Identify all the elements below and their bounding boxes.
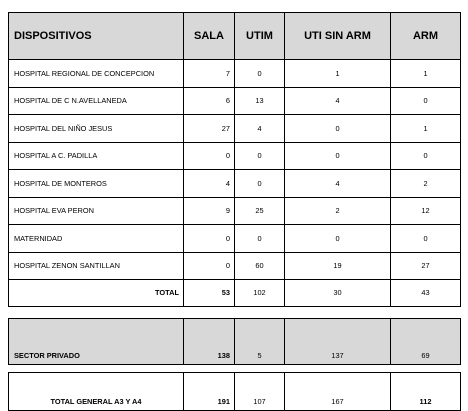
header-uti-sin-arm: UTI SIN ARM (285, 13, 391, 60)
private-label: SECTOR PRIVADO (9, 319, 184, 365)
row-sala: 4 (184, 170, 235, 198)
row-uti-sin-arm: 0 (285, 142, 391, 170)
table-row (9, 170, 461, 198)
general-uti-sin-arm: 167 (285, 373, 391, 411)
private-sector-table (8, 318, 461, 365)
row-utim: 25 (235, 197, 285, 225)
general-total-row (9, 373, 461, 411)
row-uti-sin-arm: 0 (285, 115, 391, 143)
row-uti-sin-arm: 4 (285, 87, 391, 115)
row-uti-sin-arm: 4 (285, 170, 391, 198)
row-arm: 2 (391, 170, 461, 198)
row-arm: 0 (391, 142, 461, 170)
row-arm: 1 (391, 60, 461, 88)
table-row (9, 87, 461, 115)
general-utim: 107 (235, 373, 285, 411)
general-total-table (8, 372, 461, 411)
row-utim: 4 (235, 115, 285, 143)
row-arm: 0 (391, 87, 461, 115)
row-name: HOSPITAL ZENON SANTILLAN (9, 252, 184, 280)
row-sala: 0 (184, 252, 235, 280)
table-row (9, 142, 461, 170)
private-sector-row (9, 319, 461, 365)
row-sala: 6 (184, 87, 235, 115)
row-sala: 9 (184, 197, 235, 225)
general-arm: 112 (391, 373, 461, 411)
row-sala: 0 (184, 142, 235, 170)
row-sala: 0 (184, 225, 235, 253)
row-utim: 60 (235, 252, 285, 280)
table-row (9, 225, 461, 253)
table-row (9, 60, 461, 88)
table-row (9, 252, 461, 280)
row-name: HOSPITAL DEL NIÑO JESUS (9, 115, 184, 143)
row-arm: 12 (391, 197, 461, 225)
row-utim: 0 (235, 60, 285, 88)
row-uti-sin-arm: 0 (285, 225, 391, 253)
private-sala: 138 (184, 319, 235, 365)
row-name: HOSPITAL A C. PADILLA (9, 142, 184, 170)
total-arm: 43 (391, 280, 461, 307)
row-utim: 13 (235, 87, 285, 115)
private-uti-sin-arm: 137 (285, 319, 391, 365)
header-dispositivos: DISPOSITIVOS (9, 13, 184, 60)
row-sala: 7 (184, 60, 235, 88)
total-sala: 53 (184, 280, 235, 307)
devices-table (8, 12, 461, 307)
row-arm: 27 (391, 252, 461, 280)
row-name: MATERNIDAD (9, 225, 184, 253)
row-arm: 1 (391, 115, 461, 143)
private-arm: 69 (391, 319, 461, 365)
row-utim: 0 (235, 225, 285, 253)
row-name: HOSPITAL DE C N.AVELLANEDA (9, 87, 184, 115)
total-utim: 102 (235, 280, 285, 307)
row-uti-sin-arm: 19 (285, 252, 391, 280)
header-sala: SALA (184, 13, 235, 60)
row-name: HOSPITAL REGIONAL DE CONCEPCION (9, 60, 184, 88)
row-utim: 0 (235, 142, 285, 170)
total-uti-sin-arm: 30 (285, 280, 391, 307)
table-row (9, 115, 461, 143)
private-utim: 5 (235, 319, 285, 365)
table-row (9, 197, 461, 225)
row-utim: 0 (235, 170, 285, 198)
row-uti-sin-arm: 1 (285, 60, 391, 88)
row-uti-sin-arm: 2 (285, 197, 391, 225)
row-name: HOSPITAL DE MONTEROS (9, 170, 184, 198)
row-arm: 0 (391, 225, 461, 253)
header-arm: ARM (391, 13, 461, 60)
general-label: TOTAL GENERAL A3 Y A4 (9, 373, 184, 411)
row-sala: 27 (184, 115, 235, 143)
header-row (9, 13, 461, 60)
total-row (9, 280, 461, 307)
total-label: TOTAL (9, 280, 184, 307)
general-sala: 191 (184, 373, 235, 411)
header-utim: UTIM (235, 13, 285, 60)
row-name: HOSPITAL EVA PERON (9, 197, 184, 225)
